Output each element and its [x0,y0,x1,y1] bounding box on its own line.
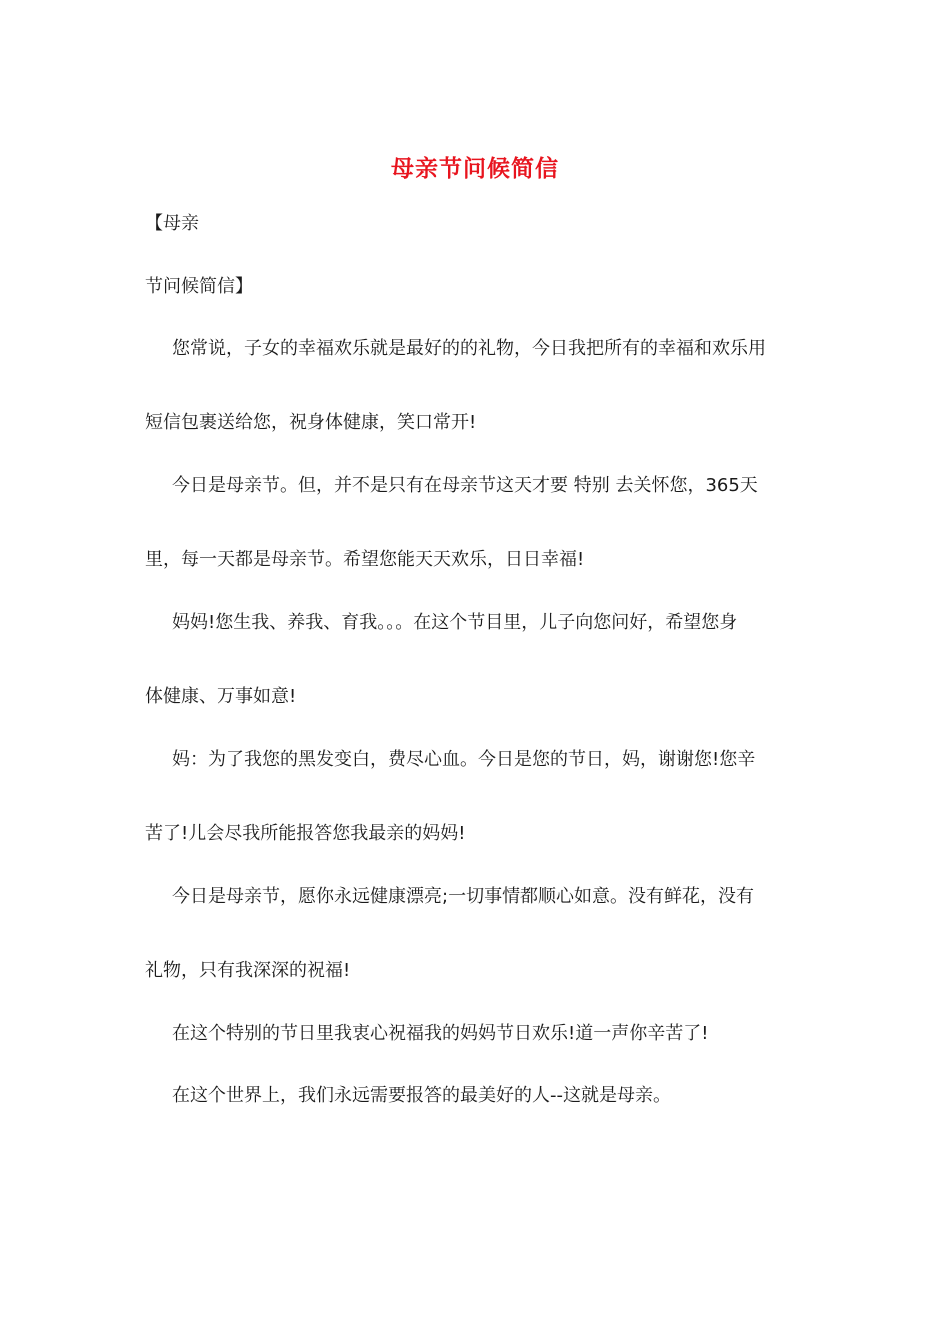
paragraph-1-line-1: 您常说，子女的幸福欢乐就是最好的的礼物，今日我把所有的幸福和欢乐用 [172,338,766,359]
paragraph-3-line-2: 体健康、万事如意! [145,686,297,707]
paragraph-3-line-1: 妈妈!您生我、养我、育我。。。在这个节目里，儿子向您问好，希望您身 [172,612,738,633]
paragraph-5-line-2: 礼物，只有我深深的祝福! [145,960,351,981]
paragraph-2-line-1: 今日是母亲节。但，并不是只有在母亲节这天才要 特别 去关怀您，365天 [172,475,758,496]
paragraph-5-line-1: 今日是母亲节，愿你永远健康漂亮;一切事情都顺心如意。没有鲜花，没有 [172,886,755,907]
document-title: 母亲节问候简信 [391,156,559,182]
paragraph-6-line-1: 在这个特别的节日里我衷心祝福我的妈妈节日欢乐!道一声你辛苦了! [172,1023,709,1044]
heading-part-2: 节问候简信】 [145,276,253,297]
paragraph-2-line-2: 里，每一天都是母亲节。希望您能天天欢乐，日日幸福! [145,549,585,570]
paragraph-7-line-1: 在这个世界上，我们永远需要报答的最美好的人--这就是母亲。 [172,1085,671,1106]
heading-part-1: 【母亲 [145,213,199,234]
paragraph-4-line-1: 妈：为了我您的黑发变白，费尽心血。今日是您的节日，妈，谢谢您!您辛 [172,749,756,770]
paragraph-1-line-2: 短信包裹送给您，祝身体健康，笑口常开! [145,412,477,433]
paragraph-4-line-2: 苦了!儿会尽我所能报答您我最亲的妈妈! [145,823,466,844]
